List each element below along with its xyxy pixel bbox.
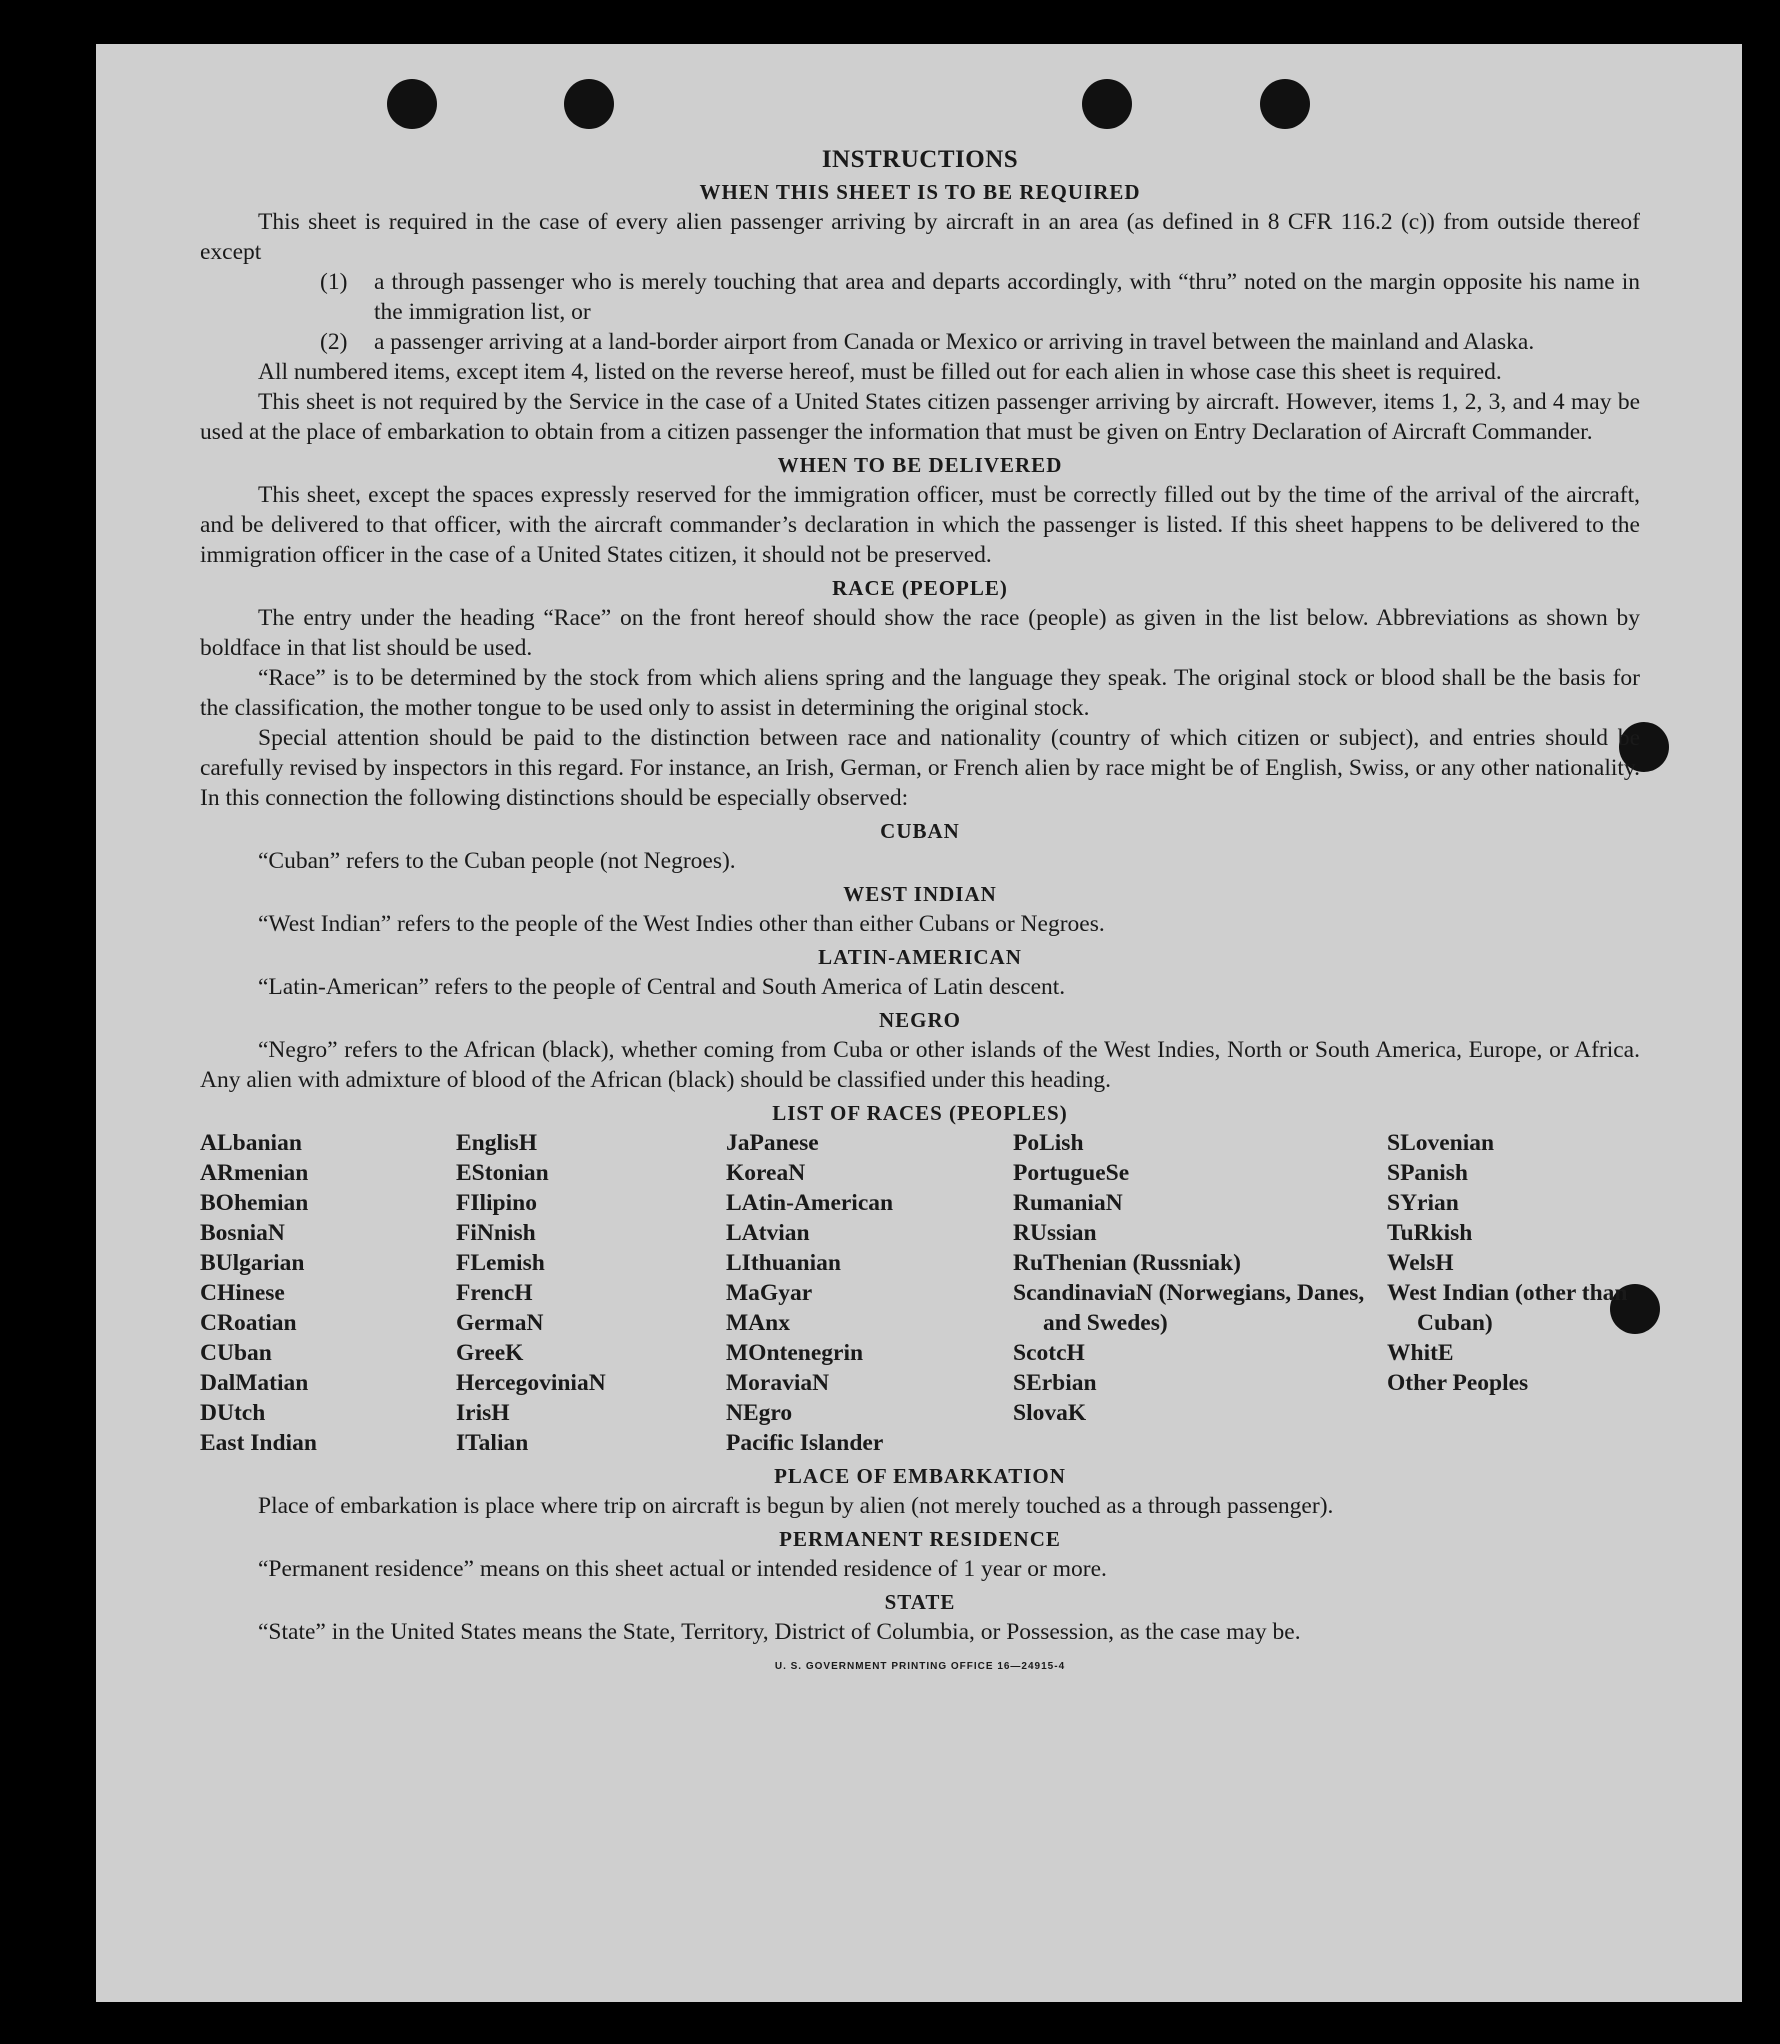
race-item: BUlgarian (200, 1250, 305, 1276)
race-item: MoraviaN (726, 1370, 830, 1396)
race-item: BosniaN (200, 1220, 285, 1246)
section-heading-embarkation: PLACE OF EMBARKATION (774, 1464, 1066, 1488)
race-item: LIthuanian (726, 1250, 841, 1276)
race-item: IrisH (456, 1400, 510, 1426)
race-item: LAtin-American (726, 1190, 894, 1216)
section-heading-delivered: WHEN TO BE DELIVERED (777, 453, 1063, 477)
race-item: FIlipino (456, 1190, 537, 1216)
paragraph: All numbered items, except item 4, listed on the reverse hereof, must be filled out for each alien in whose case this sheet is required. (258, 359, 1502, 385)
race-item: LAtvian (726, 1220, 810, 1246)
page-title: INSTRUCTIONS (821, 146, 1019, 173)
race-item: FiNnish (456, 1220, 536, 1246)
section-heading-west-indian: WEST INDIAN (843, 882, 997, 906)
race-item: DUtch (200, 1400, 266, 1426)
races-column (456, 1128, 726, 1458)
paragraph: Place of embarkation is place where trip on aircraft is begun by alien (not merely touched as a through passenger). (258, 1493, 1334, 1519)
printer-imprint: U. S. GOVERNMENT PRINTING OFFICE 16—24915-4 (774, 1661, 1066, 1672)
race-item: GreeK (456, 1340, 524, 1366)
race-item: GermaN (456, 1310, 544, 1336)
punch-hole (564, 79, 614, 129)
race-item: MOntenegrin (726, 1340, 864, 1366)
race-item: CUban (200, 1340, 272, 1366)
race-item: BOhemian (200, 1190, 309, 1216)
paragraph: “Cuban” refers to the Cuban people (not Negroes). (258, 848, 736, 874)
race-item: WhitE (1387, 1340, 1454, 1366)
race-item: MaGyar (726, 1280, 813, 1306)
section-heading-race: RACE (PEOPLE) (832, 576, 1008, 600)
race-item: PoLish (1013, 1130, 1084, 1156)
numbered-item: (1) a through passenger who is merely touching that area and departs accordingly, with “thru” noted on the margin opposite his name in the immigration list, or (320, 269, 1640, 325)
race-item: FLemish (456, 1250, 545, 1276)
race-item: PortugueSe (1013, 1160, 1130, 1186)
section-heading-negro: NEGRO (878, 1008, 961, 1032)
race-item: SlovaK (1013, 1400, 1087, 1426)
section-heading-state: STATE (884, 1590, 956, 1614)
race-item: ALbanian (200, 1130, 302, 1156)
races-column (1387, 1128, 1640, 1458)
paragraph: “Permanent residence” means on this sheet actual or intended residence of 1 year or more. (258, 1556, 1107, 1582)
punch-hole (1082, 79, 1132, 129)
race-item: CRoatian (200, 1310, 297, 1336)
race-item: Other Peoples (1387, 1370, 1529, 1396)
race-item: ITalian (456, 1430, 529, 1456)
race-item: NEgro (726, 1400, 793, 1426)
paragraph: “State” in the United States means the State, Territory, District of Columbia, or Possession, as the case may be. (258, 1619, 1301, 1645)
race-item: ARmenian (200, 1160, 309, 1186)
race-item: Pacific Islander (726, 1430, 884, 1456)
race-item: SYrian (1387, 1190, 1459, 1216)
race-item: TuRkish (1387, 1220, 1473, 1246)
race-item: RumaniaN (1013, 1190, 1123, 1216)
section-heading-latin-american: LATIN-AMERICAN (818, 945, 1022, 969)
race-item: CHinese (200, 1280, 285, 1306)
section-heading-residence: PERMANENT RESIDENCE (779, 1527, 1061, 1551)
race-item: ScandinaviaN (Norwegians, Danes, and Swedes) (1013, 1280, 1365, 1336)
paragraph: Special attention should be paid to the distinction between race and nationality (country of which citizen or subject), and entries should be carefully revised by inspectors in this regard. For instance, an Irish, German, or French alien by race might be of English, Swiss, or any other nationality. In this connection the following distinctions should be especially observed: (200, 725, 1640, 811)
instructions-content (200, 146, 1640, 1672)
race-item: HercegoviniaN (456, 1370, 606, 1396)
section-heading-cuban: CUBAN (880, 819, 960, 843)
paragraph: This sheet is required in the case of every alien passenger arriving by aircraft in an area (as defined in 8 CFR 116.2 (c)) from outside thereof except (200, 209, 1640, 265)
races-column (200, 1128, 456, 1458)
race-item: RUssian (1013, 1220, 1097, 1246)
punch-hole (387, 79, 437, 129)
race-item: SPanish (1387, 1160, 1468, 1186)
race-item: SLovenian (1387, 1130, 1495, 1156)
race-item: KoreaN (726, 1160, 806, 1186)
race-item: West Indian (other than Cuban) (1387, 1280, 1628, 1336)
paragraph: The entry under the heading “Race” on the front hereof should show the race (people) as given in the list below. Abbreviations as shown by boldface in that list should be used. (200, 605, 1640, 661)
section-heading-required: WHEN THIS SHEET IS TO BE REQUIRED (699, 180, 1141, 204)
race-item: EnglisH (456, 1130, 537, 1156)
paragraph: “Race” is to be determined by the stock from which aliens spring and the language they speak. The original stock or blood shall be the basis for the classification, the mother tongue to be used only to assist in determining the original stock. (200, 665, 1640, 721)
paragraph: This sheet, except the spaces expressly reserved for the immigration officer, must be correctly filled out by the time of the arrival of the aircraft, and be delivered to that officer, with the aircraft commander’s declaration in which the passenger is listed. If this sheet happens to be delivered to the immigration officer in the case of a United States citizen, it should not be preserved. (200, 482, 1640, 568)
paragraph: “Negro” refers to the African (black), whether coming from Cuba or other islands of the West Indies, North or South America, Europe, or Africa. Any alien with admixture of blood of the African (black) should be classified under this heading. (200, 1037, 1640, 1093)
races-list (200, 1128, 1640, 1458)
section-heading-races-list: LIST OF RACES (PEOPLES) (772, 1101, 1068, 1125)
race-item: MAnx (726, 1310, 790, 1336)
race-item: DalMatian (200, 1370, 309, 1396)
race-item: JaPanese (726, 1130, 819, 1156)
race-item: EStonian (456, 1160, 549, 1186)
races-column (1013, 1128, 1387, 1458)
numbered-item: (2) a passenger arriving at a land-border airport from Canada or Mexico or arriving in travel between the mainland and Alaska. (320, 329, 1535, 355)
paragraph: “West Indian” refers to the people of the West Indies other than either Cubans or Negroes. (258, 911, 1105, 937)
race-item: SErbian (1013, 1370, 1097, 1396)
race-item: RuThenian (Russniak) (1013, 1250, 1241, 1276)
paragraph: “Latin-American” refers to the people of Central and South America of Latin descent. (258, 974, 1066, 1000)
document-sheet (96, 44, 1742, 2002)
race-item: FrencH (456, 1280, 533, 1306)
race-item: ScotcH (1013, 1340, 1085, 1366)
paragraph: This sheet is not required by the Service in the case of a United States citizen passenger arriving by aircraft. However, items 1, 2, 3, and 4 may be used at the place of embarkation to obtain from a citizen passenger the information that must be given on Entry Declaration of Aircraft Commander. (200, 389, 1640, 445)
race-item: WelsH (1387, 1250, 1454, 1276)
punch-hole (1260, 79, 1310, 129)
race-item: East Indian (200, 1430, 317, 1456)
races-column (726, 1128, 1013, 1458)
